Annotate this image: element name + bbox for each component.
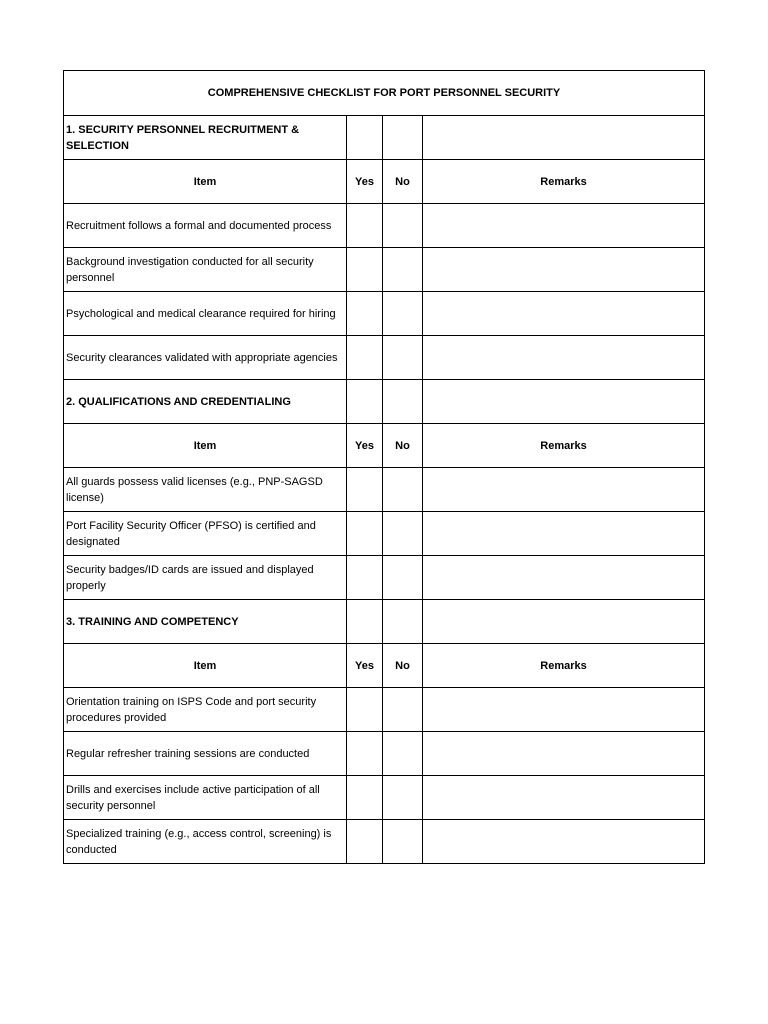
table-row (64, 468, 705, 512)
item-text: Recruitment follows a formal and documented process (64, 204, 347, 248)
table-row (64, 336, 705, 380)
remarks-column-header: Remarks (423, 160, 705, 204)
yes-cell[interactable] (347, 468, 383, 512)
item-text: Port Facility Security Officer (PFSO) is certified and designated (64, 512, 347, 556)
remarks-cell[interactable] (423, 336, 705, 380)
remarks-cell[interactable] (423, 776, 705, 820)
checklist-table (63, 70, 705, 864)
no-cell[interactable] (383, 248, 423, 292)
item-text: Background investigation conducted for all security personnel (64, 248, 347, 292)
remarks-cell[interactable] (423, 820, 705, 864)
item-text: Security clearances validated with appropriate agencies (64, 336, 347, 380)
table-row (64, 204, 705, 248)
no-column-header: No (383, 644, 423, 688)
title-row (64, 71, 705, 116)
remarks-column-header: Remarks (423, 424, 705, 468)
column-header-row (64, 424, 705, 468)
no-cell[interactable] (383, 468, 423, 512)
yes-cell[interactable] (347, 556, 383, 600)
no-cell[interactable] (383, 380, 423, 424)
column-header-row (64, 160, 705, 204)
no-cell[interactable] (383, 732, 423, 776)
remarks-cell[interactable] (423, 468, 705, 512)
table-row (64, 688, 705, 732)
no-cell[interactable] (383, 776, 423, 820)
no-cell[interactable] (383, 512, 423, 556)
yes-cell[interactable] (347, 248, 383, 292)
no-cell[interactable] (383, 116, 423, 160)
yes-cell[interactable] (347, 380, 383, 424)
table-row (64, 820, 705, 864)
table-row (64, 732, 705, 776)
yes-cell[interactable] (347, 820, 383, 864)
item-text: Drills and exercises include active participation of all security personnel (64, 776, 347, 820)
no-column-header: No (383, 160, 423, 204)
no-cell[interactable] (383, 556, 423, 600)
remarks-cell[interactable] (423, 116, 705, 160)
remarks-cell[interactable] (423, 292, 705, 336)
item-text: Security badges/ID cards are issued and displayed properly (64, 556, 347, 600)
yes-cell[interactable] (347, 688, 383, 732)
no-cell[interactable] (383, 600, 423, 644)
no-cell[interactable] (383, 688, 423, 732)
no-cell[interactable] (383, 336, 423, 380)
no-column-header: No (383, 424, 423, 468)
section-row (64, 116, 705, 160)
yes-column-header: Yes (347, 644, 383, 688)
section-heading: 3. TRAINING AND COMPETENCY (64, 600, 347, 644)
column-header-row (64, 644, 705, 688)
remarks-cell[interactable] (423, 732, 705, 776)
section-row (64, 600, 705, 644)
yes-cell[interactable] (347, 512, 383, 556)
remarks-cell[interactable] (423, 512, 705, 556)
yes-cell[interactable] (347, 732, 383, 776)
section-heading: 2. QUALIFICATIONS AND CREDENTIALING (64, 380, 347, 424)
item-column-header: Item (64, 644, 347, 688)
item-column-header: Item (64, 424, 347, 468)
table-row (64, 776, 705, 820)
yes-cell[interactable] (347, 600, 383, 644)
table-row (64, 248, 705, 292)
section-row (64, 380, 705, 424)
section-heading: 1. SECURITY PERSONNEL RECRUITMENT & SELECTION (64, 116, 347, 160)
table-row (64, 512, 705, 556)
yes-cell[interactable] (347, 204, 383, 248)
table-row (64, 556, 705, 600)
item-text: Regular refresher training sessions are conducted (64, 732, 347, 776)
yes-cell[interactable] (347, 116, 383, 160)
no-cell[interactable] (383, 292, 423, 336)
remarks-cell[interactable] (423, 556, 705, 600)
remarks-cell[interactable] (423, 688, 705, 732)
item-text: Specialized training (e.g., access control, screening) is conducted (64, 820, 347, 864)
yes-column-header: Yes (347, 160, 383, 204)
remarks-cell[interactable] (423, 380, 705, 424)
table-row (64, 292, 705, 336)
item-text: All guards possess valid licenses (e.g., PNP-SAGSD license) (64, 468, 347, 512)
yes-cell[interactable] (347, 292, 383, 336)
no-cell[interactable] (383, 204, 423, 248)
remarks-cell[interactable] (423, 204, 705, 248)
remarks-column-header: Remarks (423, 644, 705, 688)
yes-cell[interactable] (347, 776, 383, 820)
yes-column-header: Yes (347, 424, 383, 468)
item-text: Psychological and medical clearance required for hiring (64, 292, 347, 336)
remarks-cell[interactable] (423, 248, 705, 292)
remarks-cell[interactable] (423, 600, 705, 644)
item-column-header: Item (64, 160, 347, 204)
no-cell[interactable] (383, 820, 423, 864)
item-text: Orientation training on ISPS Code and port security procedures provided (64, 688, 347, 732)
document-title: COMPREHENSIVE CHECKLIST FOR PORT PERSONNEL SECURITY (64, 71, 705, 116)
yes-cell[interactable] (347, 336, 383, 380)
